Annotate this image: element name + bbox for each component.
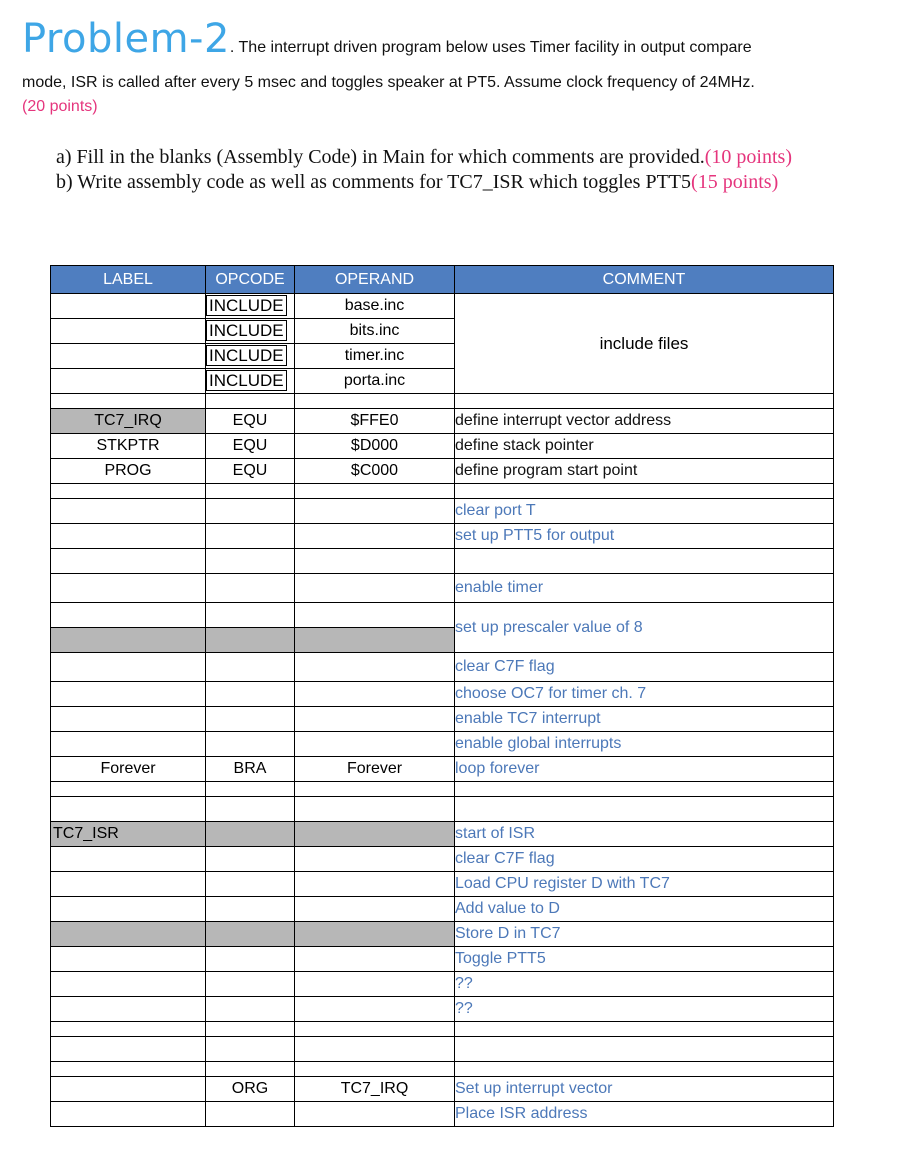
header-comment: COMMENT [455, 266, 834, 294]
header-row [51, 266, 834, 294]
main-comment: set up PTT5 for output [455, 524, 834, 549]
isr-row [51, 972, 834, 997]
isr-comment: Load CPU register D with TC7 [455, 872, 834, 897]
spacer-row [51, 484, 834, 499]
org-row [51, 1077, 834, 1102]
main-comment: enable timer [455, 574, 834, 603]
forever-opcode: BRA [206, 757, 295, 782]
isr-comment: ?? [455, 972, 834, 997]
include-opcode: INCLUDE [206, 345, 287, 366]
spacer-row [51, 797, 834, 822]
main-row [51, 732, 834, 757]
equ-comment: define program start point [455, 459, 834, 484]
question-a-text: a) Fill in the blanks (Assembly Code) in Main for which comments are provided. [56, 146, 705, 168]
problem-points: (20 points) [22, 98, 98, 115]
org-operand: TC7_IRQ [295, 1077, 455, 1102]
isr-row [51, 897, 834, 922]
forever-comment: loop forever [455, 757, 834, 782]
include-opcode: INCLUDE [206, 370, 287, 391]
question-b-text: b) Write assembly code as well as comments for TC7_ISR which toggles PTT5 [56, 171, 692, 193]
include-operand: timer.inc [295, 344, 455, 369]
equ-label: TC7_IRQ [51, 409, 206, 434]
include-operand: porta.inc [295, 369, 455, 394]
main-row [51, 549, 834, 574]
isr-row [51, 822, 834, 847]
equ-label: STKPTR [51, 434, 206, 459]
include-operand: bits.inc [295, 319, 455, 344]
last-comment: Place ISR address [455, 1102, 834, 1127]
isr-comment: start of ISR [455, 822, 834, 847]
isr-comment: Add value to D [455, 897, 834, 922]
main-row [51, 682, 834, 707]
problem-heading: Problem-2 [22, 16, 230, 62]
question-a [56, 146, 792, 169]
assembly-table [50, 265, 834, 1127]
include-operand: base.inc [295, 294, 455, 319]
header-label: LABEL [51, 266, 206, 294]
header-opcode: OPCODE [206, 266, 295, 294]
equ-operand: $C000 [295, 459, 455, 484]
question-a-points: (10 points) [704, 146, 792, 168]
isr-row [51, 872, 834, 897]
forever-operand: Forever [295, 757, 455, 782]
spacer-row [51, 1037, 834, 1062]
main-row [51, 524, 834, 549]
isr-comment: clear C7F flag [455, 847, 834, 872]
question-b [56, 171, 778, 194]
main-comment: clear C7F flag [455, 653, 834, 682]
equ-comment: define interrupt vector address [455, 409, 834, 434]
isr-row [51, 922, 834, 947]
problem-intro: . The interrupt driven program below uses Timer facility in output compare [229, 39, 752, 56]
equ-opcode: EQU [206, 459, 295, 484]
forever-label: Forever [51, 757, 206, 782]
isr-comment: ?? [455, 997, 834, 1022]
isr-row [51, 947, 834, 972]
include-comment: include files [455, 294, 834, 394]
include-opcode: INCLUDE [206, 320, 287, 341]
problem-intro-cont: mode, ISR is called after every 5 msec and toggles speaker at PT5. Assume clock frequency of 24MHz. [22, 74, 755, 91]
isr-row [51, 997, 834, 1022]
org-opcode: ORG [206, 1077, 295, 1102]
main-comment: enable TC7 interrupt [455, 707, 834, 732]
equ-operand: $FFE0 [295, 409, 455, 434]
isr-row [51, 847, 834, 872]
spacer-row [51, 1022, 834, 1037]
spacer-row [51, 1062, 834, 1077]
equ-row [51, 409, 834, 434]
equ-label: PROG [51, 459, 206, 484]
spacer-row [51, 782, 834, 797]
problem-title [22, 16, 752, 62]
org-comment: Set up interrupt vector [455, 1077, 834, 1102]
equ-row [51, 459, 834, 484]
spacer-row [51, 394, 834, 409]
equ-row [51, 434, 834, 459]
main-comment: choose OC7 for timer ch. 7 [455, 682, 834, 707]
main-row [51, 603, 834, 628]
main-comment: set up prescaler value of 8 [455, 603, 834, 653]
main-comment: enable global interrupts [455, 732, 834, 757]
main-row [51, 499, 834, 524]
isr-comment: Toggle PTT5 [455, 947, 834, 972]
include-opcode: INCLUDE [206, 295, 287, 316]
equ-opcode: EQU [206, 434, 295, 459]
last-row [51, 1102, 834, 1127]
header-operand: OPERAND [295, 266, 455, 294]
question-b-points: (15 points) [691, 171, 779, 193]
forever-row [51, 757, 834, 782]
include-row [51, 294, 834, 319]
equ-opcode: EQU [206, 409, 295, 434]
isr-label: TC7_ISR [51, 822, 206, 847]
equ-operand: $D000 [295, 434, 455, 459]
isr-comment: Store D in TC7 [455, 922, 834, 947]
main-comment: clear port T [455, 499, 834, 524]
equ-comment: define stack pointer [455, 434, 834, 459]
main-row [51, 574, 834, 603]
main-row [51, 653, 834, 682]
main-row [51, 707, 834, 732]
